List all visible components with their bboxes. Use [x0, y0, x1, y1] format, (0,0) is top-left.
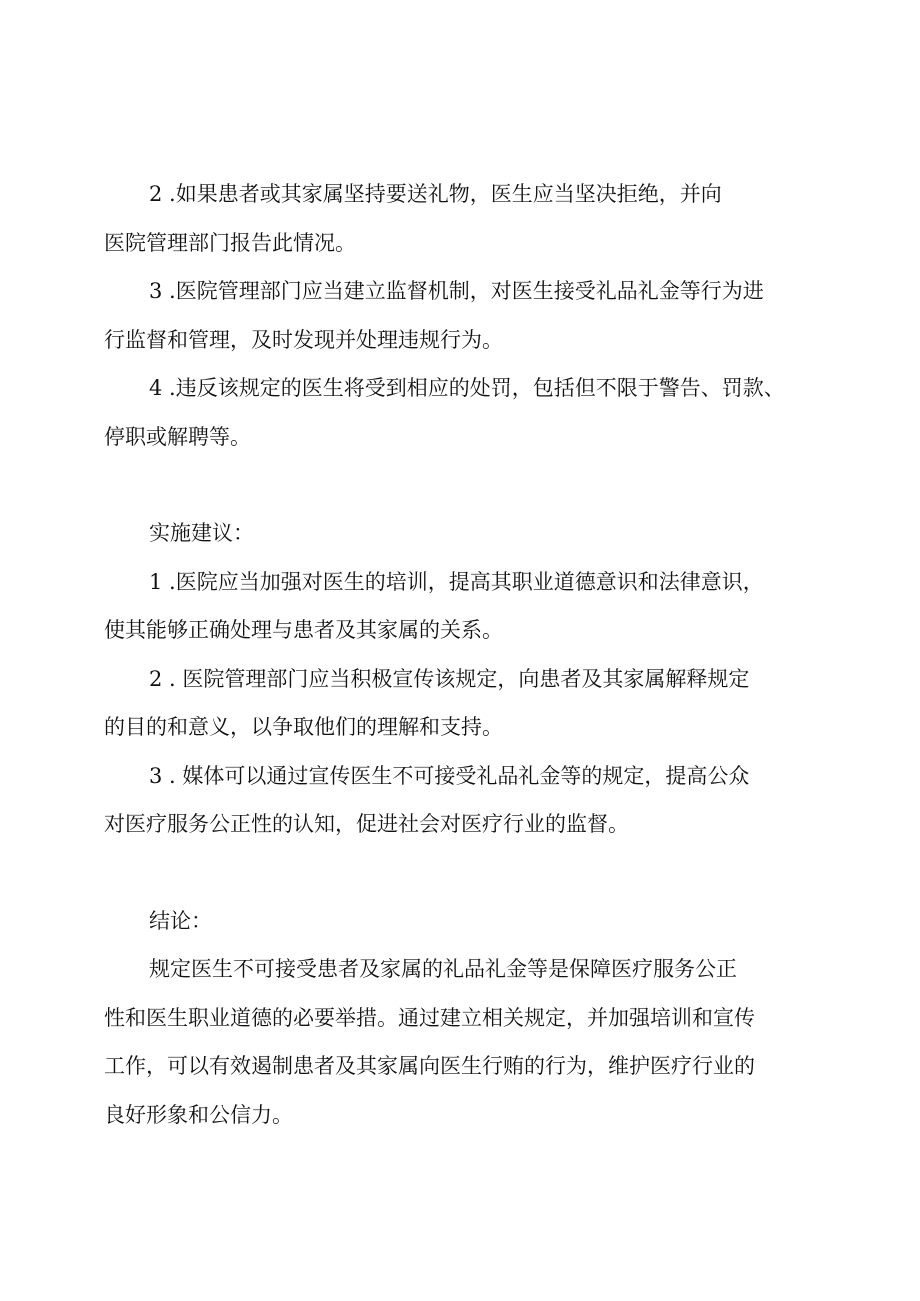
section-heading: 实施建议： [149, 521, 254, 545]
document-body [104, 170, 824, 1139]
section-spacer [104, 849, 824, 897]
paragraph-line: 1 .医院应当加强对医生的培训，提高其职业道德意识和法律意识， [149, 569, 764, 594]
suggestions-section [104, 509, 824, 849]
suggestion-item-1 [104, 558, 824, 655]
regulation-item-2 [104, 170, 824, 267]
conclusion-section [104, 897, 824, 1140]
paragraph-line: 使其能够正确处理与患者及其家属的关系。 [104, 618, 503, 642]
section-spacer [104, 461, 824, 509]
paragraph-line: 的目的和意义，以争取他们的理解和支持。 [104, 715, 503, 739]
paragraph-line: 2 .如果患者或其家属坚持要送礼物，医生应当坚决拒绝，并向 [149, 182, 722, 206]
paragraph-line: 4 .违反该规定的医生将受到相应的处罚，包括但不限于警告、罚款、 [149, 376, 785, 400]
section-heading: 结论： [149, 908, 212, 933]
paragraph-line: 医院管理部门报告此情况。 [104, 230, 356, 255]
paragraph-line: 2 . 医院管理部门应当积极宣传该规定，向患者及其家属解释规定 [149, 666, 750, 691]
paragraph-line: 规定医生不可接受患者及家属的礼品礼金等是保障医疗服务公正 [149, 957, 737, 981]
paragraph-line: 3 .医院管理部门应当建立监督机制，对医生接受礼品礼金等行为进 [149, 279, 764, 303]
paragraph-line: 对医疗服务公正性的认知，促进社会对医疗行业的监督。 [104, 812, 629, 836]
regulation-item-4 [104, 364, 824, 461]
regulation-item-3 [104, 267, 824, 364]
paragraph-line: 性和医生职业道德的必要举措。通过建立相关规定，并加强培训和宣传 [104, 1005, 755, 1030]
paragraph-line: 行监督和管理，及时发现并处理违规行为。 [104, 327, 503, 352]
paragraph-line: 工作，可以有效遏制患者及其家属向医生行贿的行为，维护医疗行业的 [104, 1054, 755, 1078]
suggestion-item-2 [104, 655, 824, 752]
paragraph-line: 停职或解聘等。 [104, 424, 251, 449]
suggestion-item-3 [104, 752, 824, 849]
paragraph-line: 3 . 媒体可以通过宣传医生不可接受礼品礼金等的规定，提高公众 [149, 763, 750, 788]
paragraph-line: 良好形象和公信力。 [104, 1102, 293, 1127]
